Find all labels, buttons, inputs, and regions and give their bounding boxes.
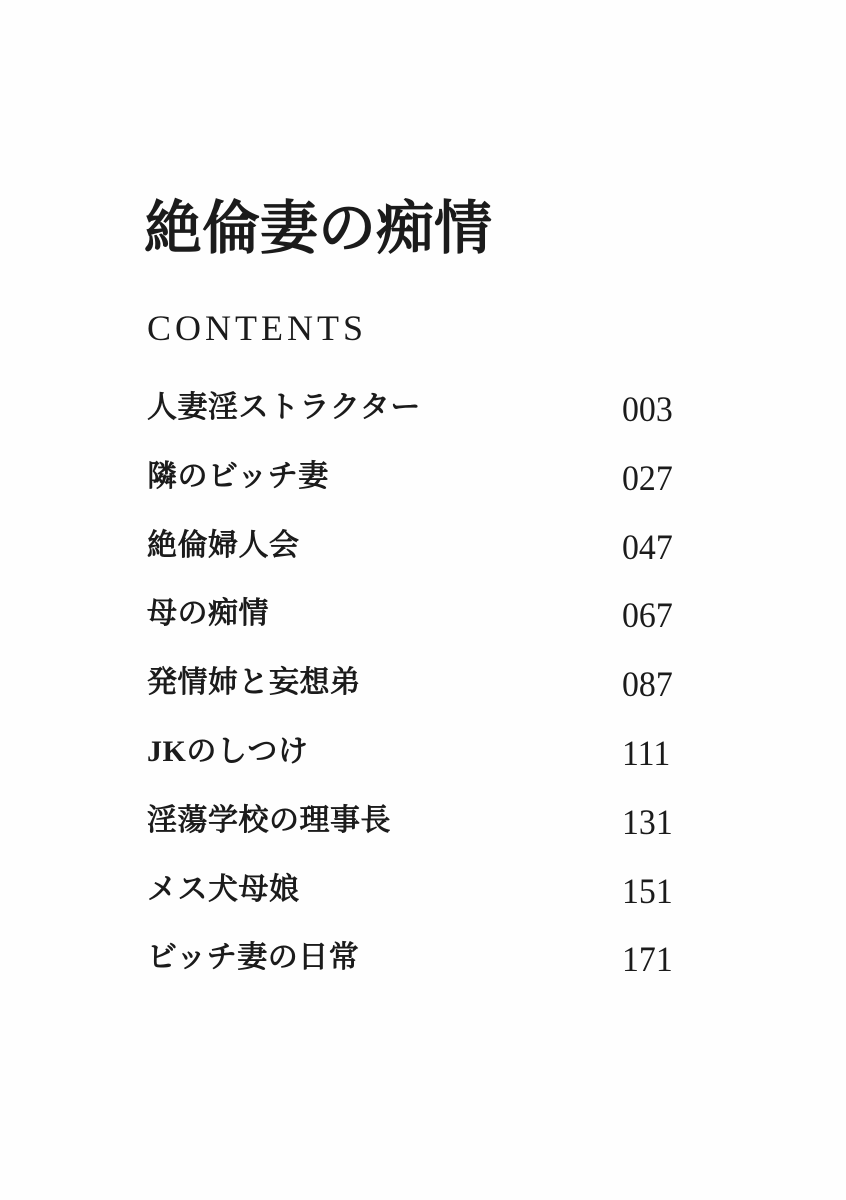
toc-entry: [147, 733, 707, 802]
chapter-title: メス犬母娘: [147, 872, 300, 906]
chapter-title: JKのしつけ: [147, 734, 309, 768]
chapter-page-number: 027: [622, 457, 673, 498]
chapter-page-number: 131: [622, 801, 673, 842]
toc-list: [147, 389, 707, 1008]
book-title: 絶倫妻の痴情: [144, 196, 493, 261]
chapter-title: 人妻淫ストラクター: [147, 391, 421, 424]
toc-entry: [147, 595, 707, 664]
chapter-title: 隣のビッチ妻: [147, 459, 329, 493]
toc-entry: [147, 527, 707, 596]
toc-entry: [147, 802, 707, 871]
toc-entry: [147, 939, 707, 1008]
chapter-page-number: 111: [622, 732, 671, 773]
chapter-page-number: 047: [622, 526, 673, 567]
chapter-title: 発情姉と妄想弟: [147, 666, 361, 700]
chapter-title: 母の痴情: [147, 597, 269, 631]
chapter-title: 絶倫婦人会: [147, 528, 300, 562]
toc-entry: [147, 458, 707, 527]
chapter-title: 淫蕩学校の理事長: [147, 803, 391, 837]
chapter-page-number: 067: [622, 595, 673, 636]
toc-entry: [147, 664, 707, 733]
chapter-page-number: 003: [622, 389, 673, 429]
chapter-title: ビッチ妻の日常: [147, 941, 360, 975]
chapter-page-number: 087: [622, 664, 673, 705]
chapter-page-number: 151: [622, 870, 673, 911]
toc-entry: [147, 389, 707, 458]
toc-entry: [147, 871, 707, 940]
chapter-page-number: 171: [622, 939, 673, 980]
contents-heading: CONTENTS: [147, 308, 367, 348]
